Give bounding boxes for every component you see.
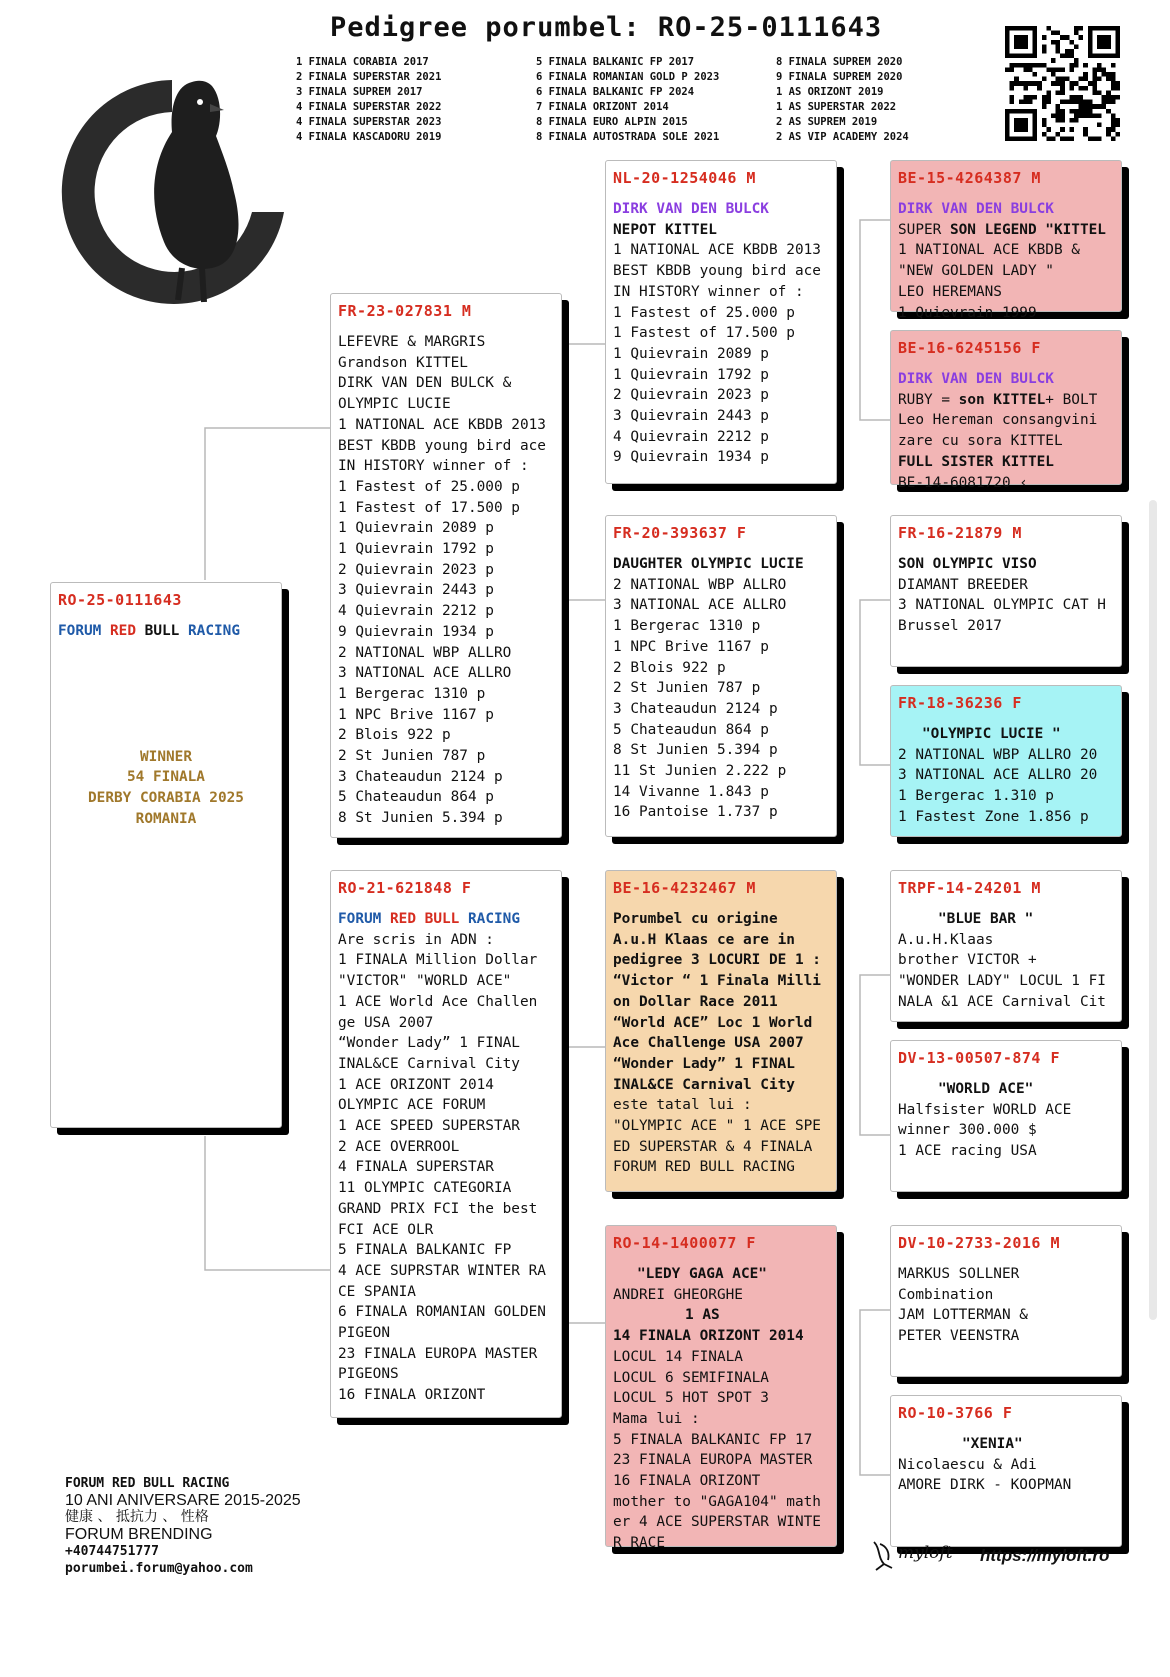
- text-line: 1 Quievrain 2089 p: [338, 520, 494, 537]
- text-line: 1 Fastest of 25.000 p: [338, 478, 520, 495]
- ring-number: FR-20-393637 F: [613, 524, 747, 542]
- text-line: 1 ACE SPEED SUPERSTAR: [338, 1118, 520, 1135]
- text-line: "WONDER LADY" LOCUL 1 FI: [898, 973, 1106, 990]
- achievement-line: DERBY CORABIA 2025: [88, 790, 244, 807]
- main-pigeon-card[interactable]: [50, 582, 282, 1128]
- text-line: Ace Challenge USA 2007: [613, 1035, 804, 1052]
- ring-number: RO-10-3766 F: [898, 1404, 1013, 1422]
- text-line: 2 NATIONAL WBP ALLRO: [338, 644, 512, 661]
- text-line: “World ACE” Loc 1 World: [613, 1014, 813, 1031]
- pigeon-name: "WORLD ACE": [938, 1081, 1034, 1097]
- result-item: 4 FINALA SUPERSTAR 2022: [296, 101, 442, 113]
- text-line: JAM LOTTERMAN &: [898, 1307, 1028, 1324]
- owner-label: [58, 621, 274, 642]
- footer-email[interactable]: porumbei.forum@yahoo.com: [65, 1561, 253, 1576]
- grandsire-maternal-card[interactable]: [605, 870, 837, 1192]
- text-line: er 4 ACE SUPERSTAR WINTE: [613, 1514, 821, 1531]
- mfm-lines: [898, 1100, 1114, 1162]
- text-line: Mama lui :: [613, 1410, 700, 1427]
- text-line: 2 St Junien 787 p: [338, 748, 486, 765]
- text-line: 23 FINALA EUROPA MASTER: [613, 1452, 813, 1469]
- pigeon-name: NEPOT KITTEL: [613, 221, 717, 238]
- pigeon-name: DAUGHTER OLYMPIC LUCIE: [613, 556, 804, 572]
- text-line: Leo Hereman consangvini: [898, 412, 1098, 429]
- result-item: 5 FINALA BALKANIC FP 2017: [536, 56, 695, 68]
- org-word: BULL: [424, 911, 460, 927]
- text-line: 1 Fastest of 17.500 p: [613, 325, 795, 342]
- text-line: 1 Fastest of 25.000 p: [613, 304, 795, 321]
- text: son KITTEL: [958, 391, 1046, 408]
- footer-org: FORUM RED BULL RACING: [65, 1476, 230, 1491]
- text-line: 3 Quievrain 2443 p: [338, 582, 494, 599]
- text-line: PIGEON: [338, 1325, 390, 1342]
- achievement-line: ROMANIA: [135, 810, 197, 827]
- text-line: R RACE: [613, 1535, 665, 1552]
- org-word: RACING: [468, 911, 520, 927]
- text-line: 2 ACE OVERROOL: [338, 1138, 460, 1155]
- text-line: 1 ACE ORIZONT 2014: [338, 1076, 494, 1093]
- text-line: 1 ACE World Ace Challen: [338, 993, 538, 1010]
- breeder: DIRK VAN DEN BULCK: [898, 371, 1054, 387]
- text-line: 1 Bergerac 1.310 p: [898, 788, 1054, 805]
- text-line: IN HISTORY winner of :: [613, 283, 804, 300]
- mff-lines: [898, 930, 1114, 1013]
- result-item: 1 AS SUPERSTAR 2022: [776, 101, 897, 113]
- text-line: 1 NPC Brive 1167 p: [338, 706, 494, 723]
- text-line: 1 Bergerac 1310 p: [338, 685, 486, 702]
- text: SON LEGEND "KITTEL: [949, 221, 1106, 238]
- mother-card[interactable]: [330, 870, 562, 1418]
- text-line: A.u.H Klaas ce are in: [613, 931, 795, 948]
- scrollbar[interactable]: [1149, 500, 1157, 1320]
- text-line: A.u.H.Klaas: [898, 931, 994, 948]
- text-line: 1 Quievrain 1999: [898, 304, 1037, 321]
- text-line: 1 NATIONAL ACE KBDB 2013: [613, 242, 821, 259]
- text-line: "VICTOR" "WORLD ACE": [338, 973, 512, 990]
- text-line: "NEW GOLDEN LADY ": [898, 263, 1054, 280]
- page-title: Pedigree porumbel: RO-25-0111643: [330, 12, 883, 43]
- ring-number: DV-10-2733-2016 M: [898, 1234, 1061, 1252]
- myloft-wordmark: myloft: [898, 1543, 953, 1563]
- org-word: BULL: [144, 623, 180, 639]
- text-line: brother VICTOR +: [898, 952, 1037, 969]
- text-line: 3 Chateaudun 2124 p: [613, 700, 778, 717]
- text-line: 2 NATIONAL WBP ALLRO: [613, 576, 787, 593]
- ring-number: RO-21-621848 F: [338, 879, 472, 897]
- mm-lines: [613, 1347, 829, 1554]
- text-line: 6 FINALA ROMANIAN GOLDEN: [338, 1304, 546, 1321]
- org-word: FORUM: [338, 911, 382, 927]
- org-word: RACING: [188, 623, 240, 639]
- text-line: 2 Quievrain 2023 p: [338, 561, 494, 578]
- text-line: LOCUL 14 FINALA: [613, 1348, 743, 1365]
- pigeon-name: "OLYMPIC LUCIE ": [922, 726, 1061, 742]
- text-line: 9 Quievrain 1934 p: [338, 623, 494, 640]
- ring-number: FR-23-027831 M: [338, 302, 472, 320]
- text-line: winner 300.000 $: [898, 1122, 1037, 1139]
- ring-number: FR-16-21879 M: [898, 524, 1022, 542]
- text-line: FORUM RED BULL RACING: [613, 1159, 795, 1176]
- text-line: OLYMPIC LUCIE: [338, 396, 451, 413]
- text-line: pedigree 3 LOCURI DE 1 :: [613, 952, 821, 969]
- result-item: 6 FINALA BALKANIC FP 2024: [536, 86, 695, 98]
- text-line: 16 FINALA ORIZONT: [613, 1473, 761, 1490]
- pigeon-name: "LEDY GAGA ACE": [637, 1266, 767, 1282]
- text-line: 5 FINALA BALKANIC FP 17: [613, 1431, 813, 1448]
- text-line: 3 NATIONAL ACE ALLRO: [613, 597, 787, 614]
- fm-lines: [613, 575, 829, 823]
- ggp-ffm-card[interactable]: [890, 330, 1122, 491]
- footer-phone[interactable]: +40744751777: [65, 1544, 159, 1559]
- granddam-maternal-card[interactable]: [605, 1225, 837, 1552]
- breeder: ANDREI GHEORGHE: [613, 1286, 743, 1303]
- text-line: ED SUPERSTAR & 4 FINALA: [613, 1138, 813, 1155]
- description: [898, 390, 1114, 411]
- text-line: 4 ACE SUPRSTAR WINTER RA: [338, 1262, 546, 1279]
- footer-brand: FORUM BRENDING: [65, 1526, 213, 1543]
- result-item: 2 FINALA SUPERSTAR 2021: [296, 71, 442, 83]
- ring-number: NL-20-1254046 M: [613, 169, 756, 187]
- text-line: 2 Blois 922 p: [338, 727, 451, 744]
- ring-number: RO-25-0111643: [58, 591, 182, 609]
- text-line: 5 FINALA BALKANIC FP: [338, 1242, 512, 1259]
- result-item: 2 AS SUPREM 2019: [776, 116, 878, 128]
- text-line: 1 NATIONAL ACE KBDB 2013: [338, 416, 546, 433]
- achievement-line: WINNER: [140, 748, 192, 765]
- fmm-lines: [898, 745, 1114, 828]
- text-line: 1 ACE racing USA: [898, 1143, 1037, 1160]
- text-line: mother to "GAGA104" math: [613, 1493, 821, 1510]
- footer-motto: 健康 、 抵抗力 、 性格: [65, 1509, 209, 1525]
- text-line: 3 NATIONAL ACE ALLRO 20: [898, 767, 1098, 784]
- text-line: 5 Chateaudun 864 p: [613, 721, 769, 738]
- mf-lines: [613, 1095, 829, 1178]
- text-line: ge USA 2007: [338, 1014, 434, 1031]
- text-line: 1 NATIONAL ACE KBDB &: [898, 242, 1080, 259]
- text: + BOLT: [1045, 391, 1098, 408]
- text-line: on Dollar Race 2011: [613, 993, 778, 1010]
- ffm-lines: [898, 410, 1114, 451]
- text-line: 2 St Junien 787 p: [613, 680, 761, 697]
- grandsire-paternal-card[interactable]: [605, 160, 837, 484]
- ggp-fff-card[interactable]: [890, 160, 1122, 321]
- owner-label: [338, 909, 554, 930]
- text-line: este tatal lui :: [613, 1097, 752, 1114]
- text: SUPER: [898, 221, 950, 238]
- ring-number: TRPF-14-24201 M: [898, 879, 1041, 897]
- text-line: “Wonder Lady” 1 FINAL: [613, 1055, 795, 1072]
- highlight: 14 FINALA ORIZONT 2014: [613, 1328, 804, 1345]
- breeder: DIRK VAN DEN BULCK: [613, 201, 769, 217]
- text-line: Brussel 2017: [898, 618, 1002, 635]
- text-line: 2 Quievrain 2023 p: [613, 387, 769, 404]
- text-line: “Victor “ 1 Finala Milli: [613, 973, 821, 990]
- extra: BE-14-6081720 ‹: [898, 474, 1028, 491]
- result-item: 7 FINALA ORIZONT 2014: [536, 101, 669, 113]
- text-line: 1 Bergerac 1310 p: [613, 618, 761, 635]
- text-line: Are scris in ADN :: [338, 931, 494, 948]
- text-line: Grandson KITTEL: [338, 354, 468, 371]
- text-line: 8 St Junien 5.394 p: [338, 810, 503, 827]
- text-line: 11 St Junien 2.222 p: [613, 763, 787, 780]
- text-line: 1 Quievrain 1792 p: [338, 541, 494, 558]
- mmf-lines: [898, 1264, 1114, 1347]
- text-line: 1 FINALA Million Dollar: [338, 952, 538, 969]
- text-line: 3 NATIONAL OLYMPIC CAT H: [898, 597, 1106, 614]
- text-line: DIAMANT BREEDER: [898, 576, 1028, 593]
- text-line: Nicolaescu & Adi: [898, 1456, 1037, 1473]
- ring-number: RO-14-1400077 F: [613, 1234, 756, 1252]
- text-line: 3 NATIONAL ACE ALLRO: [338, 665, 512, 682]
- ggp-fmm-card[interactable]: [890, 685, 1122, 837]
- text-line: BEST KBDB young bird ace: [338, 437, 546, 454]
- text-line: 16 FINALA ORIZONT: [338, 1387, 486, 1404]
- text-line: 8 St Junien 5.394 p: [613, 742, 778, 759]
- ff-lines: [613, 240, 829, 468]
- ggp-mff-card[interactable]: [890, 870, 1122, 1022]
- text-line: MARKUS SOLLNER: [898, 1266, 1020, 1282]
- ring-number: FR-18-36236 F: [898, 694, 1022, 712]
- text-line: 16 Pantoise 1.737 p: [613, 804, 778, 821]
- mother-lines: [338, 930, 554, 1406]
- ring-number: BE-15-4264387 M: [898, 169, 1041, 187]
- result-item: 2 AS VIP ACADEMY 2024: [776, 131, 909, 143]
- result-item: 9 FINALA SUPREM 2020: [776, 71, 903, 83]
- text-line: DIRK VAN DEN BULCK &: [338, 375, 512, 392]
- father-lines: [338, 332, 554, 829]
- text-line: 9 Quievrain 1934 p: [613, 449, 769, 466]
- ggp-mmf-card[interactable]: [890, 1225, 1122, 1377]
- description: [898, 220, 1114, 241]
- result-item: 4 FINALA SUPERSTAR 2023: [296, 116, 442, 128]
- text-line: Porumbel cu origine: [613, 911, 778, 927]
- ggp-mfm-card[interactable]: [890, 1040, 1122, 1192]
- text-line: LOCUL 5 HOT SPOT 3: [613, 1390, 769, 1407]
- highlight: FULL SISTER KITTEL: [898, 453, 1054, 470]
- text-line: LEFEVRE & MARGRIS: [338, 334, 486, 350]
- text-line: BEST KBDB young bird ace: [613, 263, 821, 280]
- text-line: 11 OLYMPIC CATEGORIA: [338, 1180, 512, 1197]
- granddam-paternal-card[interactable]: [605, 515, 837, 837]
- text-line: INAL&CE Carnival City: [338, 1055, 520, 1072]
- fff-lines: [898, 240, 1114, 323]
- text-line: 1 Quievrain 2089 p: [613, 345, 769, 362]
- text-line: FCI ACE OLR: [338, 1221, 434, 1238]
- text: RUBY =: [898, 391, 959, 408]
- ring-number: BE-16-4232467 M: [613, 879, 756, 897]
- result-item: 3 FINALA SUPREM 2017: [296, 86, 423, 98]
- text-line: 1 Fastest of 17.500 p: [338, 499, 520, 516]
- award: 1 AS: [685, 1307, 720, 1324]
- pigeon-name: "BLUE BAR ": [938, 911, 1034, 927]
- achievement-line: 54 FINALA: [127, 769, 205, 786]
- text-line: 1 NPC Brive 1167 p: [613, 638, 769, 655]
- result-item: 6 FINALA ROMANIAN GOLD P 2023: [536, 71, 720, 83]
- text-line: 4 FINALA SUPERSTAR: [338, 1159, 494, 1176]
- result-item: 1 AS ORIZONT 2019: [776, 86, 884, 98]
- text-line: PIGEONS: [338, 1366, 399, 1383]
- pigeon-name: SON OLYMPIC VISO: [898, 556, 1037, 572]
- breeder: DIRK VAN DEN BULCK: [898, 201, 1054, 217]
- mf-bold-lines: [613, 909, 829, 1095]
- text-line: “Wonder Lady” 1 FINAL: [338, 1035, 520, 1052]
- myloft-link[interactable]: https://myloft.ro: [980, 1546, 1110, 1565]
- org-word: RED: [110, 623, 136, 639]
- text-line: NALA &1 ACE Carnival Cit: [898, 993, 1106, 1010]
- result-item: 4 FINALA KASCADORU 2019: [296, 131, 442, 143]
- org-word: RED: [390, 911, 416, 927]
- text-line: Combination: [898, 1286, 994, 1303]
- mmm-lines: [898, 1455, 1114, 1496]
- footer-anniversary: 10 ANI ANIVERSARE 2015-2025: [65, 1492, 301, 1509]
- text-line: 3 Chateaudun 2124 p: [338, 768, 503, 785]
- text-line: LEO HEREMANS: [898, 283, 1002, 300]
- org-word: FORUM: [58, 623, 102, 639]
- text-line: AMORE DIRK - KOOPMAN: [898, 1477, 1072, 1494]
- text-line: 1 Quievrain 1792 p: [613, 366, 769, 383]
- result-item: 8 FINALA EURO ALPIN 2015: [536, 116, 688, 128]
- text-line: 5 Chateaudun 864 p: [338, 789, 494, 806]
- text-line: OLYMPIC ACE FORUM: [338, 1097, 486, 1114]
- myloft-logo-icon: [870, 1538, 898, 1572]
- text-line: 2 Blois 922 p: [613, 659, 726, 676]
- text-line: PETER VEENSTRA: [898, 1328, 1020, 1345]
- ring-number: BE-16-6245156 F: [898, 339, 1041, 357]
- pigeon-name: "XENIA": [962, 1436, 1023, 1452]
- result-item: 8 FINALA AUTOSTRADA SOLE 2021: [536, 131, 720, 143]
- result-item: 8 FINALA SUPREM 2020: [776, 56, 903, 68]
- text-line: 23 FINALA EUROPA MASTER: [338, 1345, 538, 1362]
- text-line: 1 Fastest Zone 1.856 p: [898, 808, 1089, 825]
- ggp-mmm-card[interactable]: [890, 1395, 1122, 1547]
- text-line: GRAND PRIX FCI the best: [338, 1200, 538, 1217]
- text-line: CE SPANIA: [338, 1283, 416, 1300]
- father-card[interactable]: [330, 293, 562, 838]
- text-line: zare cu sora KITTEL: [898, 433, 1063, 450]
- footer-contact: [65, 1475, 301, 1577]
- text-line: 3 Quievrain 2443 p: [613, 408, 769, 425]
- ring-number: DV-13-00507-874 F: [898, 1049, 1061, 1067]
- text-line: INAL&CE Carnival City: [613, 1076, 795, 1093]
- text-line: Halfsister WORLD ACE: [898, 1101, 1072, 1118]
- text-line: 4 Quievrain 2212 p: [613, 428, 769, 445]
- text-line: 2 NATIONAL WBP ALLRO 20: [898, 746, 1098, 763]
- text-line: 14 Vivanne 1.843 p: [613, 783, 769, 800]
- text-line: 4 Quievrain 2212 p: [338, 603, 494, 620]
- fmf-lines: [898, 575, 1114, 637]
- text-line: "OLYMPIC ACE " 1 ACE SPE: [613, 1118, 821, 1135]
- result-item: 1 FINALA CORABIA 2017: [296, 56, 429, 68]
- text-line: IN HISTORY winner of :: [338, 458, 529, 475]
- text-line: LOCUL 6 SEMIFINALA: [613, 1369, 769, 1386]
- ggp-fmf-card[interactable]: [890, 515, 1122, 667]
